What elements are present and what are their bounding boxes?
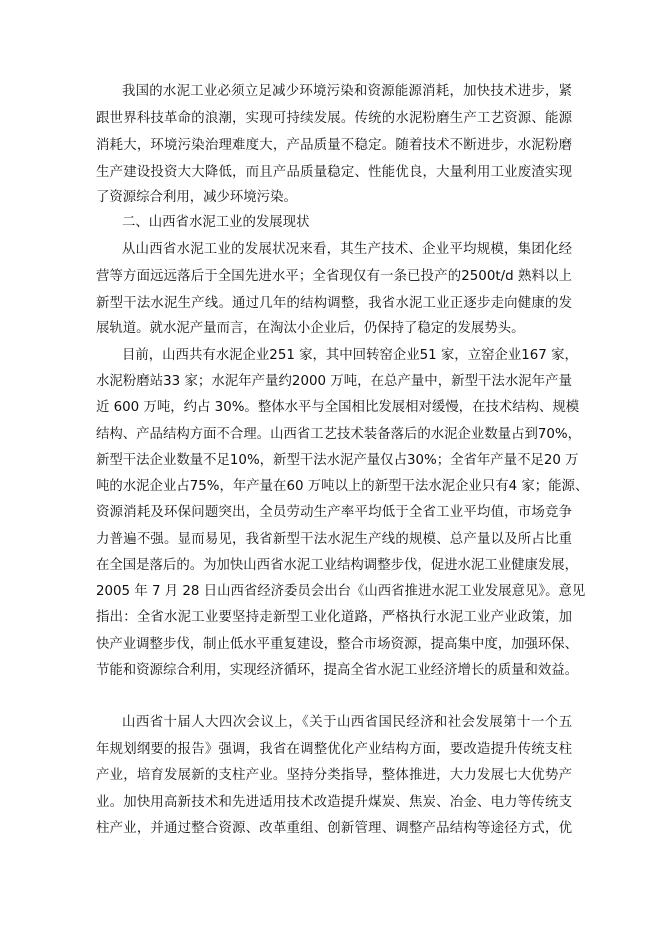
paragraph-current-line-1: 目前，山西共有水泥企业251 家，其中回转窑企业51 家，立窑企业167 家， xyxy=(122,348,578,363)
paragraph-current-line-2: 水泥粉磨站33 家；水泥年产量约2000 万吨，在总产量中，新型干法水泥年产量 xyxy=(96,374,572,389)
paragraph-current-line-13: 节能和资源综合利用，实现经济循环，提高全省水泥工业经济增长的质量和效益。 xyxy=(96,663,579,678)
paragraph-current-line-9: 在全国是落后的。为加快山西省水泥工业结构调整步伐，促进水泥工业健康发展， xyxy=(96,558,579,573)
paragraph-current-line-7: 资源消耗及环保问题突出，全员劳动生产率平均低于全省工业平均值，市场竞争 xyxy=(96,505,572,520)
paragraph-report-line-4: 业。加快用高新技术和先进适用技术改造提升煤炭、焦炭、冶金、电力等传统支 xyxy=(96,795,572,810)
paragraph-current-line-11: 指出：全省水泥工业要坚持走新型工业化道路，严格执行水泥工业产业政策，加 xyxy=(96,610,572,625)
paragraph-intro-line-2: 跟世界科技革命的浪潮，实现可持续发展。传统的水泥粉磨生产工艺资源、能源 xyxy=(96,111,572,126)
paragraph-current-line-5: 新型干法企业数量不足10%，新型干法水泥产量仅占30%；全省年产量不足20 万 xyxy=(96,453,579,468)
paragraph-report-line-2: 年规划纲要的报告》强调，我省在调整优化产业结构方面，要改造提升传统支柱 xyxy=(96,742,572,757)
paragraph-report-line-1: 山西省十届人大四次会议上，《关于山西省国民经济和社会发展第十一个五 xyxy=(122,715,572,730)
paragraph-status-line-2: 营等方面远远落后于全国先进水平；全省现仅有一条已投产的2500t/d 熟料以上 xyxy=(96,269,572,284)
paragraph-current-line-12: 快产业调整步伐，制止低水平重复建设，整合市场资源，提高集中度，加强环保、 xyxy=(96,637,579,652)
paragraph-status-line-3: 新型干法水泥生产线。通过几年的结构调整，我省水泥工业正逐步走向健康的发 xyxy=(96,296,572,311)
paragraph-intro-line-5: 了资源综合利用，减少环境污染。 xyxy=(96,190,297,205)
paragraph-current-line-6: 吨的水泥企业占75%，年产量在60 万吨以上的新型干法水泥企业只有4 家；能源、 xyxy=(96,479,589,494)
paragraph-report-line-5: 柱产业，并通过整合资源、改革重组、创新管理、调整产品结构等途径方式，优 xyxy=(96,821,572,836)
paragraph-current-line-8: 力普遍不强。显而易见，我省新型干法水泥生产线的规模、总产量以及所占比重 xyxy=(96,532,572,547)
paragraph-current-line-10: 2005 年 7 月 28 日山西省经济委员会出台《山西省推进水泥工业发展意见》。意见 xyxy=(96,584,586,599)
paragraph-status-line-4: 展轨道。就水泥产量而言，在淘汰小企业后，仍保持了稳定的发展势头。 xyxy=(96,321,525,336)
section-heading: 二、山西省水泥工业的发展现状 xyxy=(122,215,310,230)
paragraph-status-line-1: 从山西省水泥工业的发展状况来看，其生产技术、企业平均规模，集团化经 xyxy=(122,242,572,257)
paragraph-current-line-3: 近 600 万吨，约占 30%。整体水平与全国相比发展相对缓慢，在技术结构、规模 xyxy=(96,400,580,415)
paragraph-report-line-3: 产业，培育发展新的支柱产业。坚持分类指导，整体推进，大力发展七大优势产 xyxy=(96,768,572,783)
paragraph-current-line-4: 结构、产品结构方面不合理。山西省工艺技术装备落后的水泥企业数量占到70%， xyxy=(96,427,582,442)
paragraph-intro-line-4: 生产建设投资大大降低，而且产品质量稳定、性能优良，大量利用工业废渣实现 xyxy=(96,165,572,180)
paragraph-intro-line-3: 消耗大，环境污染治理难度大，产品质量不稳定。随着技术不断进步，水泥粉磨 xyxy=(96,138,572,153)
paragraph-intro-line-1: 我国的水泥工业必须立足减少环境污染和资源能源消耗，加快技术进步，紧 xyxy=(122,84,572,99)
